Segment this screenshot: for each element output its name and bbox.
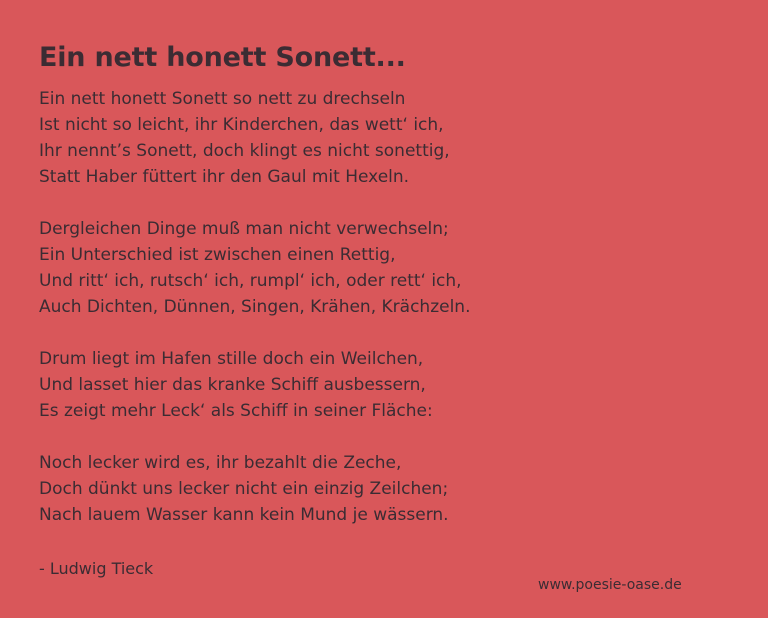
- poem-line: Noch lecker wird es, ihr bezahlt die Zeche,: [39, 453, 402, 473]
- poem-line: Statt Haber füttert ihr den Gaul mit Hexeln.: [39, 167, 410, 187]
- stanza-1: [39, 86, 739, 190]
- poem-line: Nach lauem Wasser kann kein Mund je wässern.: [39, 505, 449, 525]
- poem-line: Und lasset hier das kranke Schiff ausbessern,: [39, 375, 426, 395]
- poem-line: Ein Unterschied ist zwischen einen Rettig,: [39, 245, 396, 265]
- poem-line: Ist nicht so leicht, ihr Kinderchen, das wett‘ ich,: [39, 115, 444, 135]
- stanza-3: [39, 346, 739, 424]
- poem-line: Es zeigt mehr Leck‘ als Schiff in seiner Fläche:: [39, 401, 433, 421]
- poem-line: Ihr nennt’s Sonett, doch klingt es nicht sonettig,: [39, 141, 450, 161]
- stanza-4: [39, 450, 739, 528]
- poem-line: Dergleichen Dinge muß man nicht verwechseln;: [39, 219, 449, 239]
- poem-line: Auch Dichten, Dünnen, Singen, Krähen, Krächzeln.: [39, 297, 471, 317]
- website-credit: www.poesie-oase.de: [538, 577, 682, 593]
- poem-line: Und ritt‘ ich, rutsch‘ ich, rumpl‘ ich, oder rett‘ ich,: [39, 271, 462, 291]
- poem-line: Ein nett honett Sonett so nett zu drechseln: [39, 89, 406, 109]
- poem-card: [39, 38, 739, 554]
- poem-author: - Ludwig Tieck: [39, 559, 154, 578]
- poem-line: Drum liegt im Hafen stille doch ein Weilchen,: [39, 349, 424, 369]
- poem-line: Doch dünkt uns lecker nicht ein einzig Zeilchen;: [39, 479, 449, 499]
- poem-title: Ein nett honett Sonett...: [39, 42, 406, 73]
- stanza-2: [39, 216, 739, 320]
